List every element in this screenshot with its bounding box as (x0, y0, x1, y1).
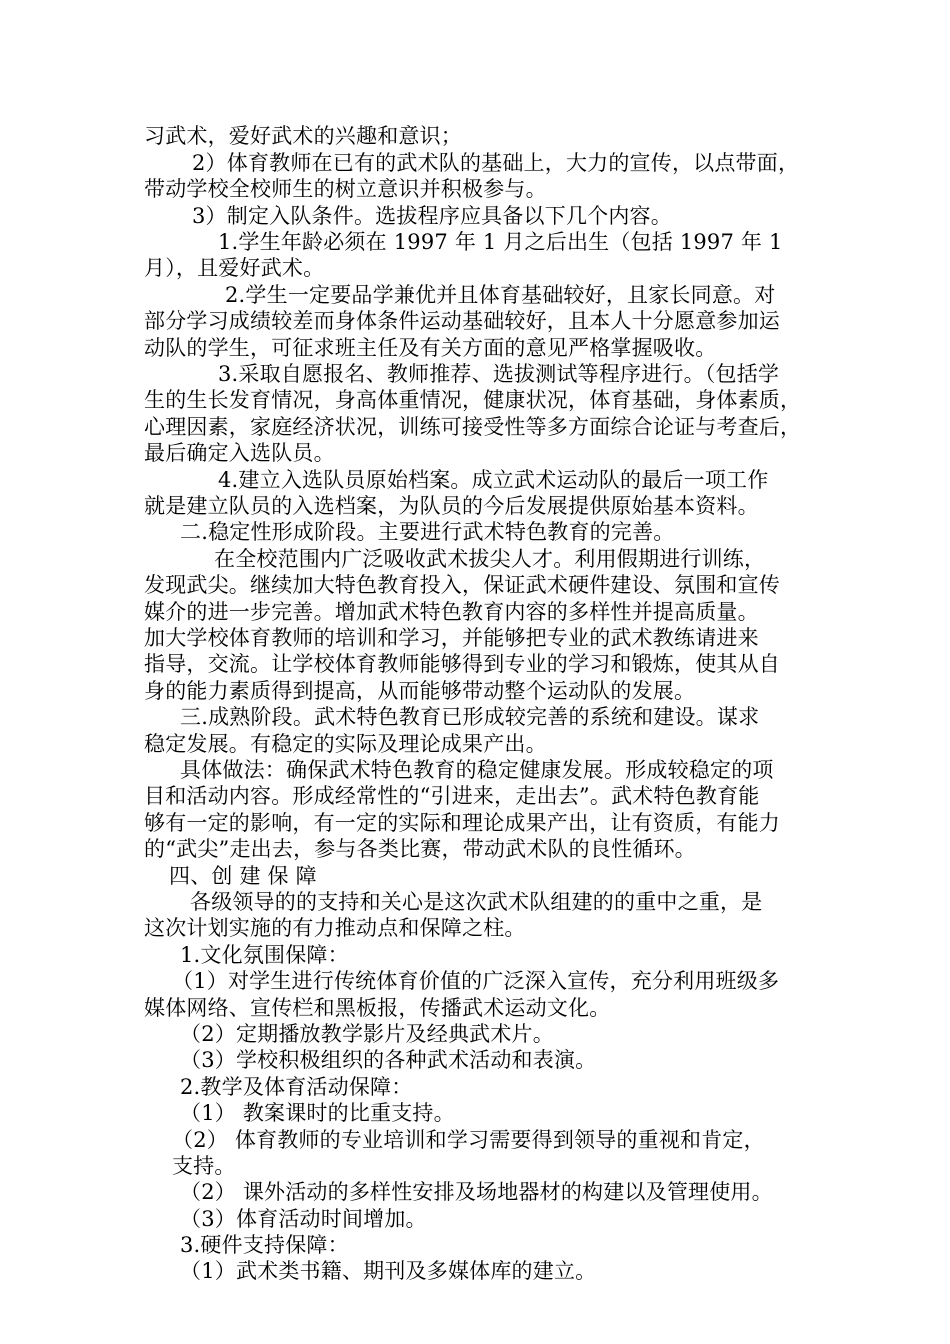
text-line: 这次计划实施的有力推动点和保障之柱。 (144, 916, 526, 940)
text-line: 媒介的进一步完善。增加武术特色教育内容的多样性并提高质量。 (144, 600, 759, 624)
text-line: （1） 教案课时的比重支持。 (180, 1101, 455, 1125)
text-line: 月），且爱好武术。 (144, 256, 325, 280)
text-line: 2.学生一定要品学兼优并且体育基础较好，且家长同意。对 (225, 283, 776, 307)
text-line: （3）体育活动时间增加。 (180, 1207, 427, 1231)
text-line: 稳定发展。有稳定的实际及理论成果产出。 (144, 732, 547, 756)
text-line: （3）学校积极组织的各种武术活动和表演。 (180, 1048, 597, 1072)
text-line: 2）体育教师在已有的武术队的基础上，大力的宣传，以点带面， (192, 151, 800, 175)
text-line: 动队的学生，可征求班主任及有关方面的意见严格掌握吸收。 (144, 336, 717, 360)
text-line: 习武术，爱好武术的兴趣和意识； (144, 124, 462, 148)
text-line: 各级领导的的支持和关心是这次武术队组建的的重中之重，是 (190, 890, 763, 914)
text-line: 部分学习成绩较差而身体条件运动基础较好，且本人十分愿意参加运 (144, 309, 780, 333)
text-line: 3.采取自愿报名、教师推荐、选拔测试等程序进行。（包括学 (218, 362, 780, 386)
text-line: 最后确定入选队员。 (144, 441, 335, 465)
text-line: 加大学校体育教师的培训和学习，并能够把专业的武术教练请进来 (144, 626, 759, 650)
text-line: 1.学生年龄必须在 1997 年 1 月之后出生（包括 1997 年 1 (218, 230, 783, 254)
section-heading: 四、创 建 保 障 (169, 864, 317, 888)
text-line: （1）武术类书籍、期刊及多媒体库的建立。 (180, 1259, 597, 1283)
subsection-heading: 3.硬件支持保障： (180, 1233, 349, 1257)
text-line: 目和活动内容。形成经常性的“引进来，走出去”。武术特色教育能 (144, 784, 760, 808)
text-line: 的“武尖”走出去，参与各类比赛，带动武术队的良性循环。 (144, 837, 696, 861)
text-line: 够有一定的影响，有一定的实际和理论成果产出，让有资质，有能力 (144, 811, 780, 835)
subsection-heading: 2.教学及体育活动保障： (180, 1075, 413, 1099)
text-line: 指导，交流。让学校体育教师能够得到专业的学习和锻炼，使其从自 (144, 652, 780, 676)
text-line: 在全校范围内广泛吸收武术拔尖人才。利用假期进行训练， (214, 547, 766, 571)
text-line: 带动学校全校师生的树立意识并积极参与。 (144, 177, 547, 201)
text-line: 发现武尖。继续加大特色教育投入，保证武术硬件建设、氛围和宣传 (144, 573, 780, 597)
subsection-heading: 1.文化氛围保障： (180, 943, 349, 967)
text-line: 身的能力素质得到提高，从而能够带动整个运动队的发展。 (144, 679, 696, 703)
text-line: 3）制定入队条件。选拔程序应具备以下几个内容。 (192, 204, 672, 228)
text-line: （2）定期播放教学影片及经典武术片。 (180, 1022, 554, 1046)
text-line: （2） 体育教师的专业培训和学习需要得到领导的重视和肯定， (172, 1128, 765, 1152)
text-line: 支持。 (172, 1154, 236, 1178)
text-line: （2） 课外活动的多样性安排及场地器材的构建以及管理使用。 (180, 1180, 773, 1204)
text-line: 4.建立入选队员原始档案。成立武术运动队的最后一项工作 (218, 468, 769, 492)
text-line: 媒体网络、宣传栏和黑板报，传播武术运动文化。 (144, 996, 611, 1020)
text-line: 生的生长发育情况，身高体重情况，健康状况，体育基础，身体素质， (144, 388, 802, 412)
section-heading: 二.稳定性形成阶段。主要进行武术特色教育的完善。 (180, 520, 675, 544)
text-line: 就是建立队员的入选档案，为队员的今后发展提供原始基本资料。 (144, 494, 759, 518)
text-line: 具体做法：确保武术特色教育的稳定健康发展。形成较稳定的项 (180, 758, 774, 782)
text-line: （1）对学生进行传统体育价值的广泛深入宣传，充分利用班级多 (172, 969, 780, 993)
text-line: 心理因素，家庭经济状况，训练可接受性等多方面综合论证与考查后， (144, 415, 802, 439)
section-heading: 三.成熟阶段。武术特色教育已形成较完善的系统和建设。谋求 (180, 705, 760, 729)
